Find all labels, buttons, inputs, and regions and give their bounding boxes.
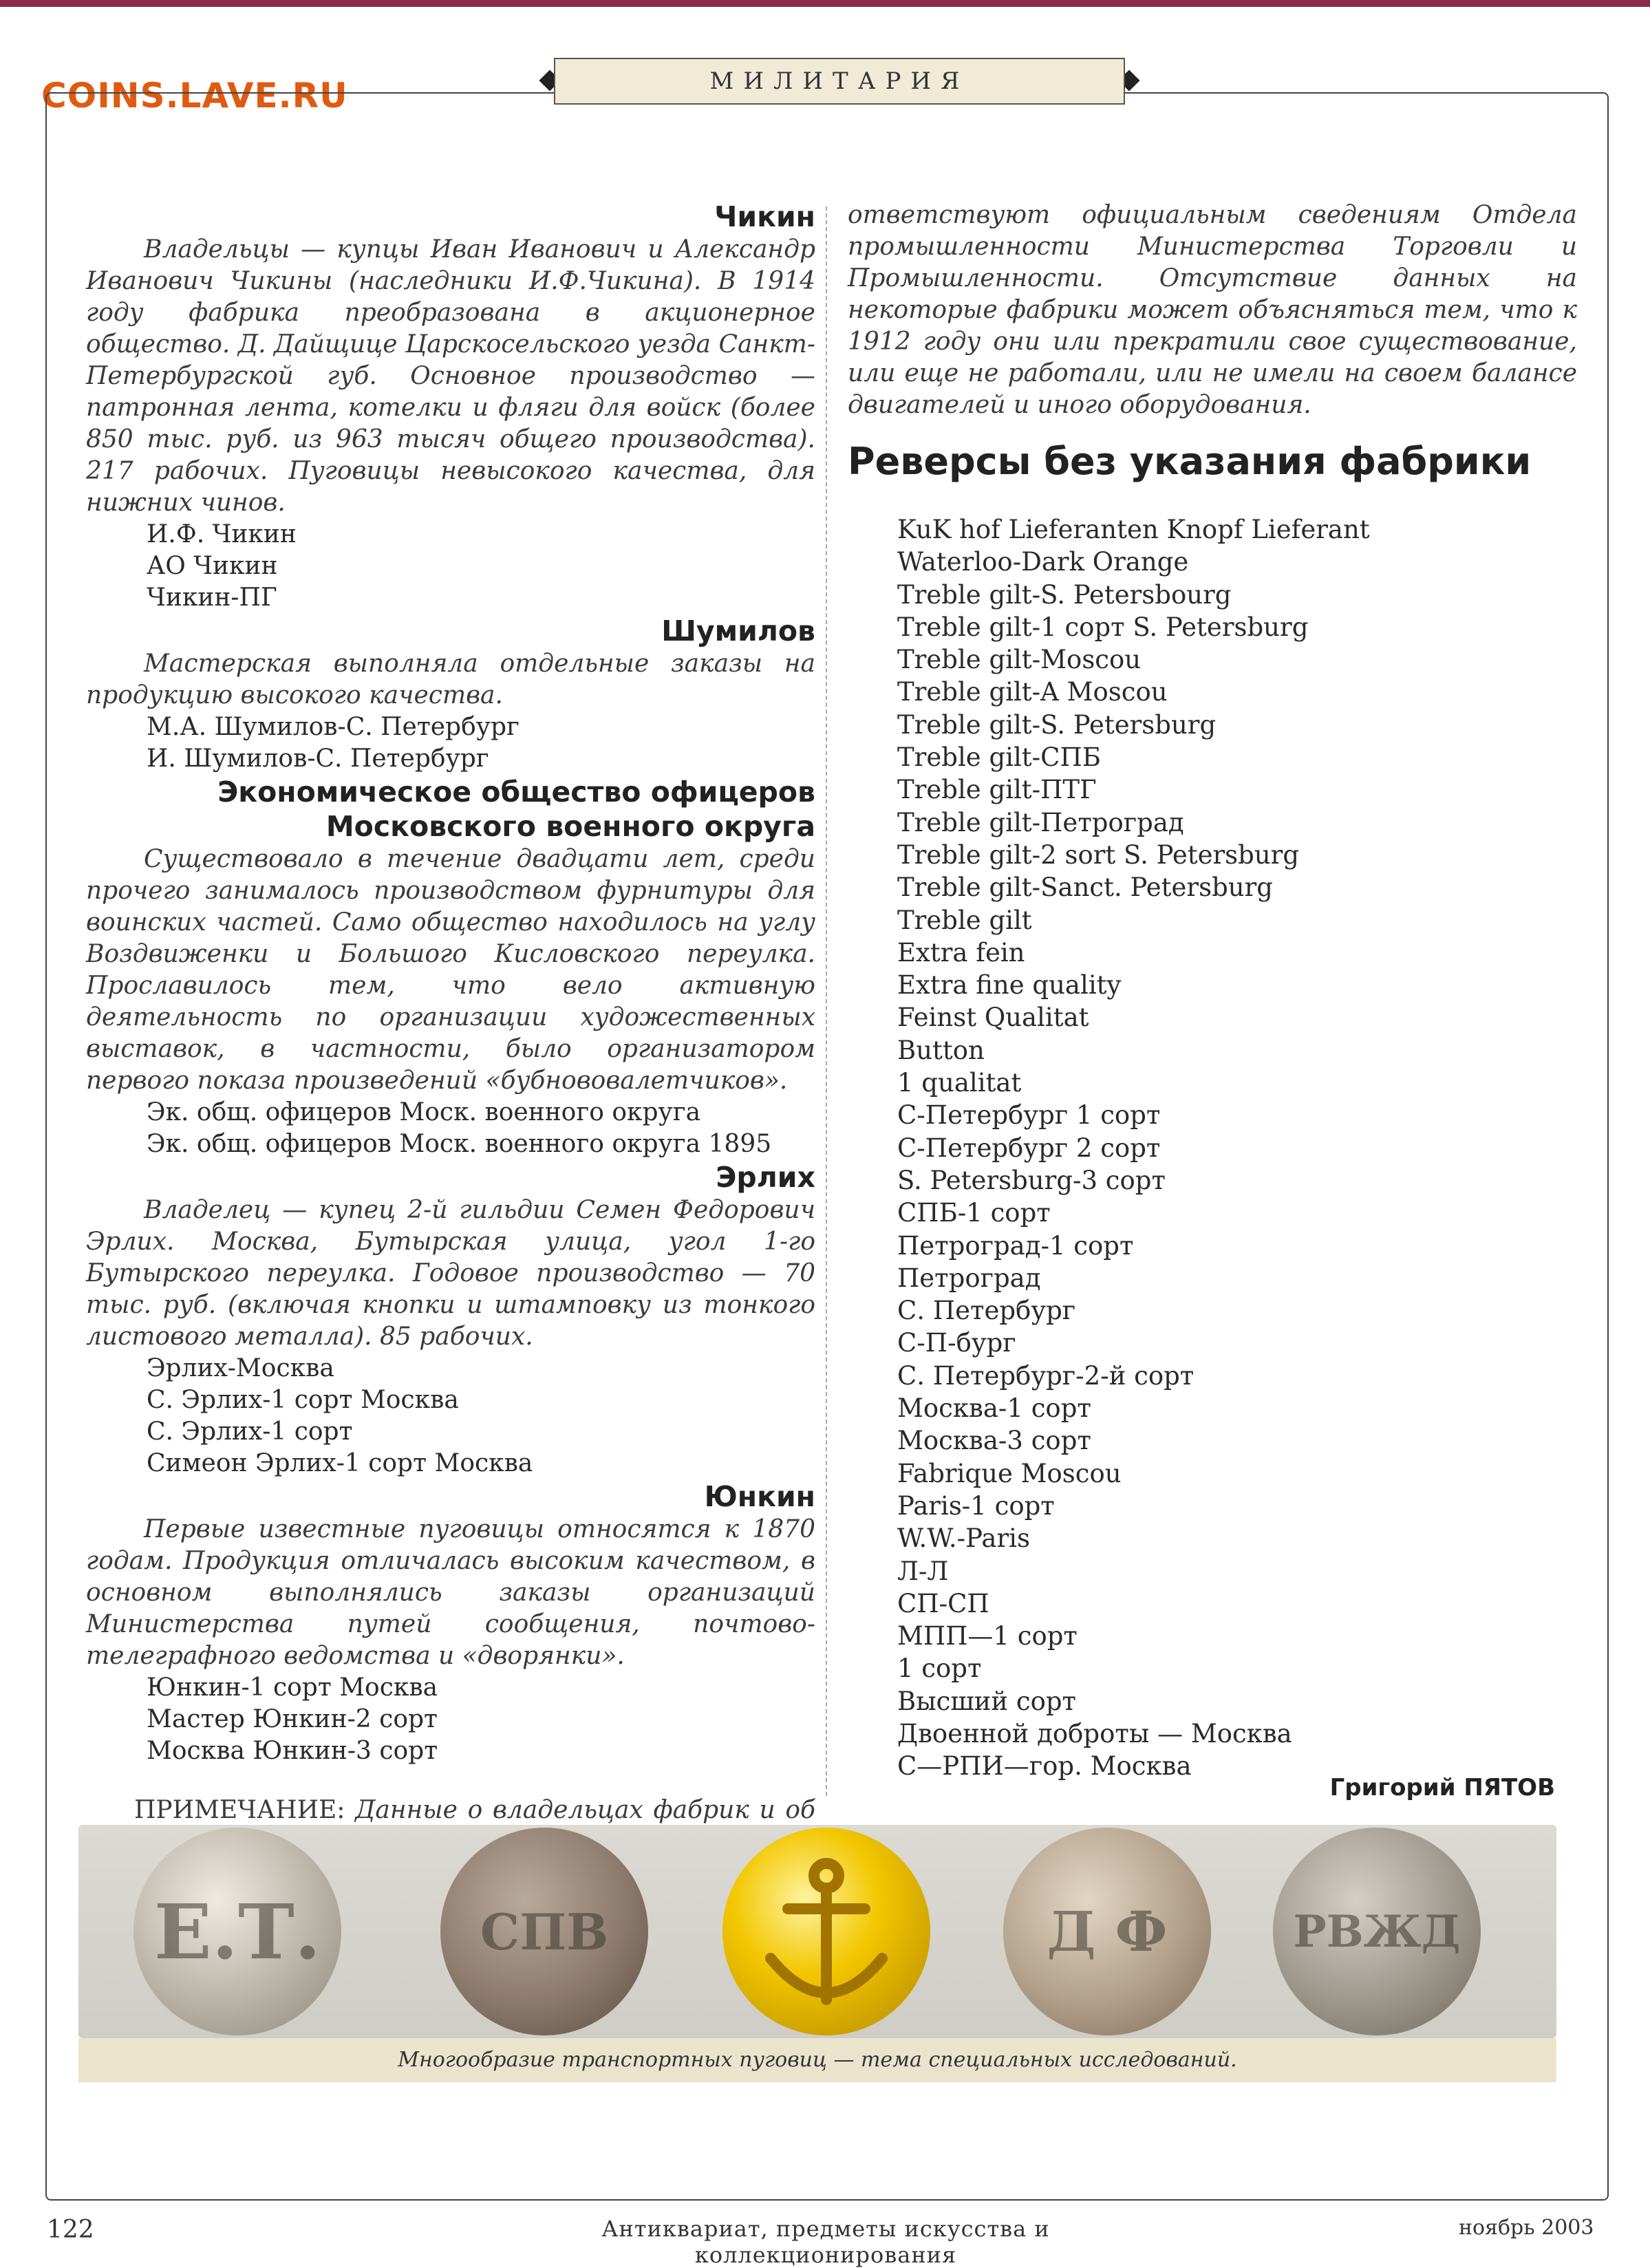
button-marking: Д Ф [1047, 1899, 1168, 1964]
mark-item: Эрлих-Москва [147, 1354, 334, 1382]
button-photo-5 [1273, 1828, 1481, 2035]
button-marking: Е.Т. [153, 1887, 321, 1976]
column-divider [826, 206, 827, 1796]
page-number: 122 [47, 2216, 94, 2244]
mark-item: АО Чикин [147, 552, 278, 580]
reverse-item: S. Petersburg-3 сорт [897, 1165, 1166, 1195]
reverse-item: Feinst Qualitat [897, 1003, 1089, 1033]
reverse-item: Button [897, 1035, 985, 1065]
section-title: МИЛИТАРИЯ [554, 58, 1125, 105]
reverse-item: Treble gilt [897, 905, 1032, 935]
button-marking: РВЖД [1293, 1905, 1461, 1958]
manufacturer-description: Первые известные пуговицы относятся к 1870 годам. Продукция отличалась высоким качеством, в основном выполнялись заказы организаций Министерства путей сообщения, почтово-телеграфного ведомства и «дворянки». [86, 1515, 815, 1670]
reverse-item: Waterloo-Dark Orange [897, 547, 1189, 577]
reverse-item: Л-Л [897, 1556, 949, 1586]
mark-item: И.Ф. Чикин [147, 520, 297, 548]
manufacturer-heading: Шумилов [661, 614, 815, 648]
reverse-item: Extra fine quality [897, 970, 1122, 1001]
watermark: COINS.LAVE.RU [41, 76, 348, 116]
manufacturer-description: Существовало в течение двадцати лет, среди прочего занималось производством фурнитуры для воинских частей. Само общество находилось на углу Воздвиженки и Большого Кисловского переулка. Прославилось тем, что вело активную деятельность по организации художественных выставок, в частности, было организатором первого показа произведений «бубнововалетчиков». [86, 845, 815, 1095]
reverse-item: СП-СП [897, 1588, 989, 1618]
reverse-item: Treble gilt-A Moscou [897, 677, 1168, 707]
mark-item: Эк. общ. офицеров Моск. военного округа 1895 [147, 1130, 772, 1158]
mark-item: Юнкин-1 сорт Москва [147, 1673, 438, 1702]
anchor-icon [722, 1828, 930, 2035]
top-color-bar [0, 0, 1650, 7]
footnote-continuation: ответствуют официальным сведениям Отдела промышленности Министерства Торговли и Промышленности. Отсутствие данных на некоторые фабрики может объясняться тем, что к 1912 году они или прекратили свое существование, или еще не работали, или не имели на своем балансе двигателей и иного оборудования. [848, 201, 1577, 419]
mark-item: Чикин-ПГ [147, 584, 277, 612]
mark-item: Эк. общ. офицеров Моск. военного округа [147, 1098, 701, 1126]
right-column [848, 200, 1577, 1783]
reverse-item: Москва-3 сорт [897, 1426, 1091, 1456]
reverse-item: Treble gilt-Moscou [897, 645, 1142, 675]
reverse-item: 1 сорт [897, 1654, 982, 1684]
mark-item: И. Шумилов-С. Петербург [147, 745, 489, 773]
reverse-item: Treble gilt-S. Petersbourg [897, 579, 1232, 610]
reverse-item: Fabrique Moscou [897, 1458, 1122, 1488]
reverse-item: С-П-бург [897, 1328, 1016, 1358]
reverse-item: С. Петербург-2-й сорт [897, 1360, 1194, 1391]
issue-date: ноябрь 2003 [1459, 2216, 1594, 2240]
photo-caption: Многообразие транспортных пуговиц — тема специальных исследований. [78, 2038, 1556, 2082]
author-byline: Григорий ПЯТОВ [1329, 1774, 1555, 1801]
reverse-item: Петроград-1 сорт [897, 1230, 1134, 1261]
footnote-lead: ПРИМЕЧАНИЕ: [134, 1796, 345, 1824]
reverse-item: Extra fein [897, 937, 1025, 967]
manufacturer-heading: Чикин [714, 200, 815, 233]
reverse-item: W.W.-Paris [897, 1523, 1030, 1554]
button-marking: СПВ [480, 1902, 609, 1961]
reverses-list [848, 513, 1577, 1783]
reverse-item: Treble gilt-Sanct. Petersburg [897, 873, 1273, 903]
reverse-item: Treble gilt-2 sort S. Petersburg [897, 839, 1300, 870]
reverse-item: Treble gilt-СПБ [897, 742, 1101, 773]
mark-item: Мастер Юнкин-2 сорт [147, 1705, 438, 1733]
reverses-heading: Реверсы без указания фабрики [848, 440, 1532, 483]
manufacturer-heading: Эрлих [716, 1161, 815, 1194]
mark-item: М.А. Шумилов-С. Петербург [147, 713, 519, 741]
button-photo-3-anchor [722, 1828, 930, 2035]
mark-item: С. Эрлих-1 сорт Москва [147, 1386, 459, 1414]
reverse-item: С. Петербург [897, 1296, 1076, 1326]
mark-item: Симеон Эрлих-1 сорт Москва [147, 1449, 533, 1477]
journal-title: Антиквариат, предметы искусства и коллекционирования [601, 2216, 1050, 2268]
reverse-item: Высший сорт [897, 1686, 1076, 1716]
mark-item: Москва Юнкин-3 сорт [147, 1737, 438, 1765]
reverse-item: МПП—1 сорт [897, 1621, 1078, 1651]
reverse-item: С—РПИ—гор. Москва [897, 1751, 1192, 1782]
buttons-photo [78, 1825, 1556, 2038]
reverse-item: KuK hof Lieferanten Knopf Lieferant [897, 515, 1370, 544]
reverse-item: Двоенной доброты — Москва [897, 1718, 1292, 1748]
reverse-item: С-Петербург 1 сорт [897, 1100, 1161, 1131]
reverse-item: Петроград [897, 1263, 1041, 1293]
button-photo-1 [133, 1828, 341, 2035]
reverse-item: С-Петербург 2 сорт [897, 1133, 1161, 1163]
reverse-item: 1 qualitat [897, 1068, 1022, 1098]
button-photo-4-anchor [1003, 1828, 1211, 2035]
reverse-item: Treble gilt-S. Petersburg [897, 709, 1217, 740]
manufacturer-heading: Юнкин [704, 1480, 815, 1513]
reverse-item: Treble gilt-ПТГ [897, 775, 1097, 805]
button-photo-2 [440, 1828, 648, 2035]
manufacturer-description: Владелец — купец 2-й гильдии Семен Федорович Эрлих. Москва, Бутырская улица, угол 1-го Бутырского переулка. Годовое производство — 70 тыс. руб. (включая кнопки и штамповку из тонкого листового металла). 85 рабочих. [86, 1196, 815, 1351]
reverse-item: СПБ-1 сорт [897, 1198, 1051, 1228]
manufacturer-description: Мастерская выполняла отдельные заказы на продукцию высокого качества. [86, 650, 815, 709]
reverse-item: Москва-1 сорт [897, 1393, 1091, 1424]
mark-item: С. Эрлих-1 сорт [147, 1418, 353, 1446]
reverse-item: Treble gilt-1 сорт S. Petersburg [897, 612, 1309, 642]
reverse-item: Paris-1 сорт [897, 1490, 1055, 1521]
left-column [86, 200, 815, 1890]
manufacturer-description: Владельцы — купцы Иван Иванович и Александр Иванович Чикины (наследники И.Ф.Чикина). В 1914 году фабрика преобразована в акционерное общество. Д. Дайщице Царскосельского уезда Санкт-Петербургской губ. Основное производство — патронная лента, котелки и фляги для войск (более 850 тыс. руб. из 963 тысяч общего производства). 217 рабочих. Пуговицы невысокого качества, для нижних чинов. [86, 235, 815, 517]
reverse-item: Treble gilt-Петроград [897, 807, 1184, 837]
manufacturer-heading: Экономическое общество офицеров Московского военного округа [217, 775, 815, 843]
footnote-text: Данные о владельцах фабрик и об [355, 1796, 815, 1824]
